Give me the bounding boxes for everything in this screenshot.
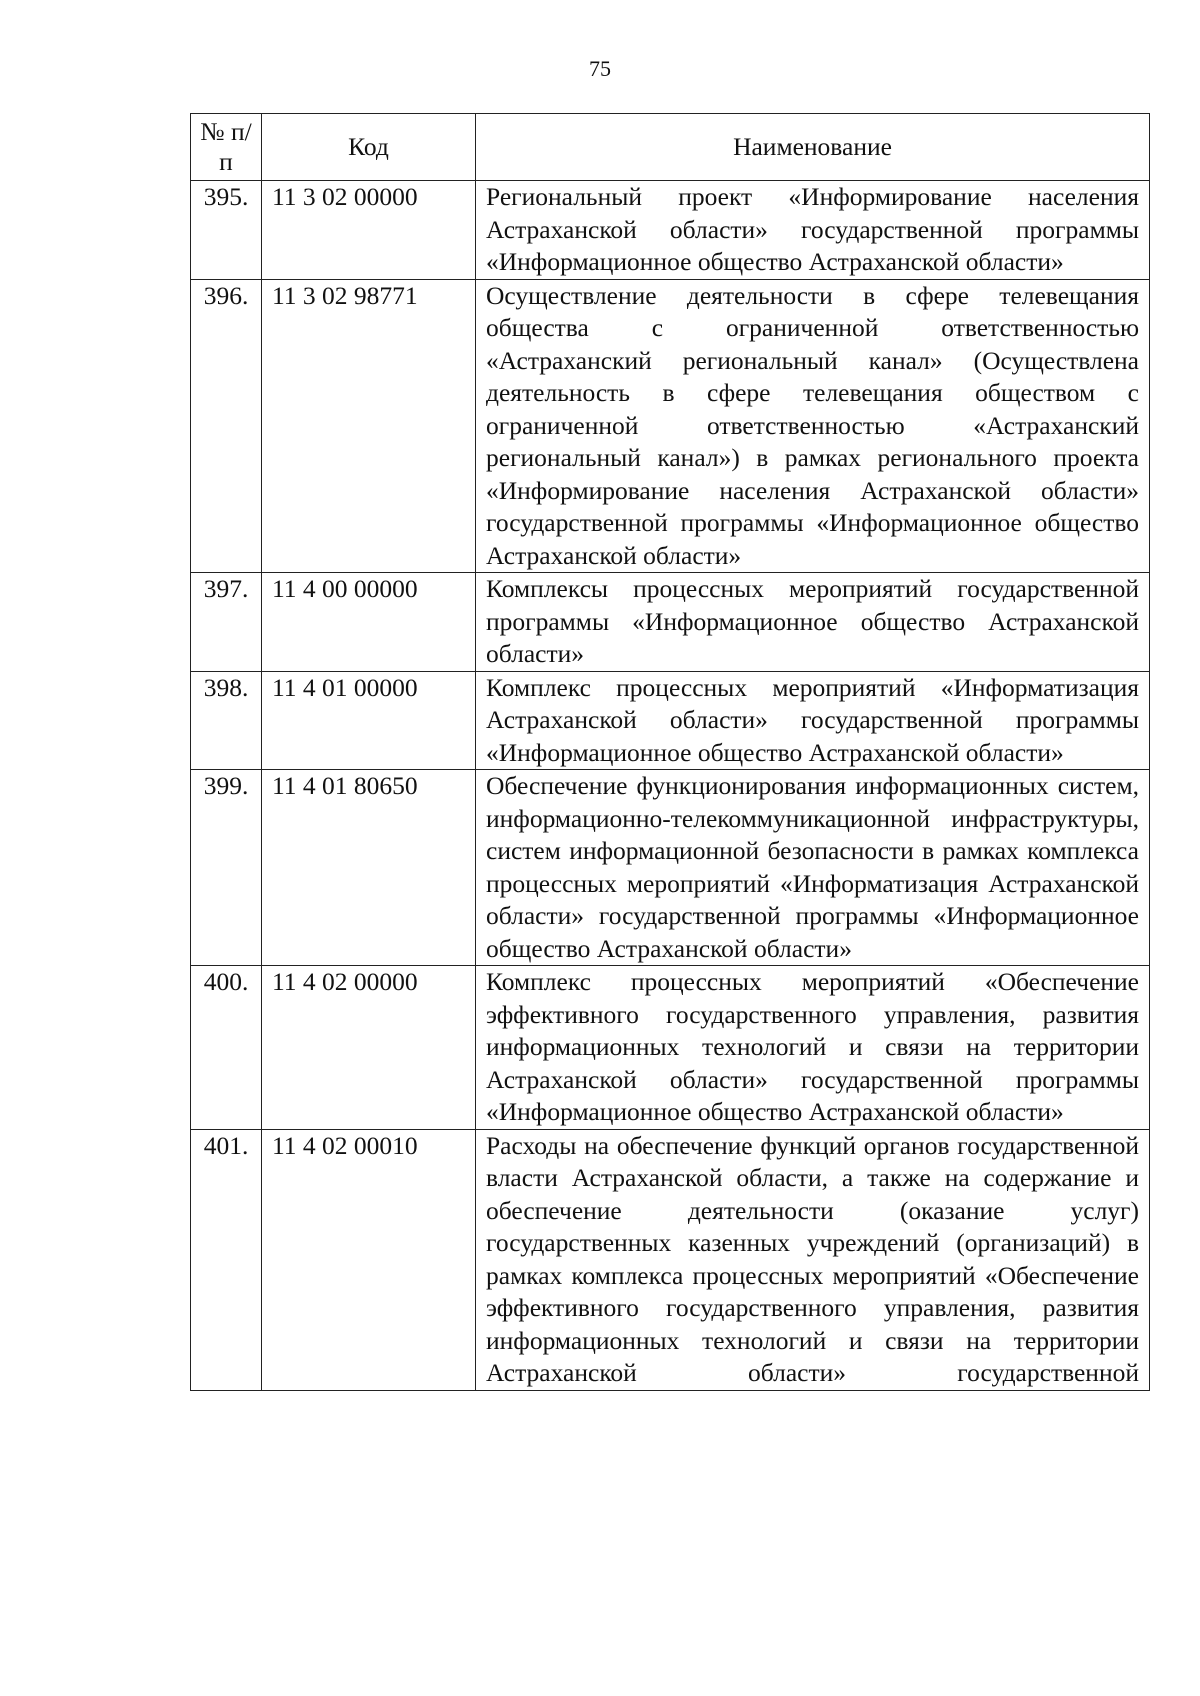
row-number: 396. bbox=[191, 279, 262, 573]
header-code: Код bbox=[262, 114, 476, 181]
header-num: № п/п bbox=[191, 114, 262, 181]
row-number: 400. bbox=[191, 966, 262, 1130]
table-row bbox=[191, 279, 1150, 573]
row-number: 395. bbox=[191, 181, 262, 280]
table-row bbox=[191, 181, 1150, 280]
row-name: Осуществление деятельности в сфере телевещания общества с ограниченной ответственностью «Астраханский региональный канал» (Осуществлена деятельность в сфере телевещания обществом с ограниченной ответственностью «Астраханский региональный канал») в рамках регионального проекта «Информирование населения Астраханской области» государственной программы «Информационное общество Астраханской области» bbox=[476, 279, 1150, 573]
table-header-row bbox=[191, 114, 1150, 181]
row-name: Комплекс процессных мероприятий «Обеспечение эффективного государственного управления, развития информационных технологий и связи на территории Астраханской области» государственной программы «Информационное общество Астраханской области» bbox=[476, 966, 1150, 1130]
table-row bbox=[191, 1129, 1150, 1390]
page-number: 75 bbox=[589, 56, 611, 81]
row-name: Комплексы процессных мероприятий государственной программы «Информационное общество Астраханской области» bbox=[476, 573, 1150, 672]
row-name: Расходы на обеспечение функций органов государственной власти Астраханской области, а также на содержание и обеспечение деятельности (оказание услуг) государственных казенных учреждений (организаций) в рамках комплекса процессных мероприятий «Обеспечение эффективного государственного управления, развития информационных технологий и связи на территории Астраханской области» государственной bbox=[476, 1129, 1150, 1390]
row-number: 398. bbox=[191, 671, 262, 770]
row-number: 399. bbox=[191, 770, 262, 966]
row-code: 11 3 02 98771 bbox=[262, 279, 476, 573]
row-name: Комплекс процессных мероприятий «Информатизация Астраханской области» государственной программы «Информационное общество Астраханской области» bbox=[476, 671, 1150, 770]
row-code: 11 4 00 00000 bbox=[262, 573, 476, 672]
table-row bbox=[191, 671, 1150, 770]
table-row bbox=[191, 573, 1150, 672]
row-code: 11 4 02 00010 bbox=[262, 1129, 476, 1390]
row-code: 11 3 02 00000 bbox=[262, 181, 476, 280]
table-row bbox=[191, 770, 1150, 966]
row-name: Обеспечение функционирования информационных систем, информационно-телекоммуникационной инфраструктуры, систем информационной безопасности в рамках комплекса процессных мероприятий «Информатизация Астраханской области» государственной программы «Информационное общество Астраханской области» bbox=[476, 770, 1150, 966]
header-name: Наименование bbox=[476, 114, 1150, 181]
row-name: Региональный проект «Информирование населения Астраханской области» государственной программы «Информационное общество Астраханской области» bbox=[476, 181, 1150, 280]
row-code: 11 4 01 00000 bbox=[262, 671, 476, 770]
table-row bbox=[191, 966, 1150, 1130]
row-code: 11 4 02 00000 bbox=[262, 966, 476, 1130]
row-number: 397. bbox=[191, 573, 262, 672]
budget-classification-table bbox=[190, 113, 1150, 1391]
row-code: 11 4 01 80650 bbox=[262, 770, 476, 966]
row-number: 401. bbox=[191, 1129, 262, 1390]
